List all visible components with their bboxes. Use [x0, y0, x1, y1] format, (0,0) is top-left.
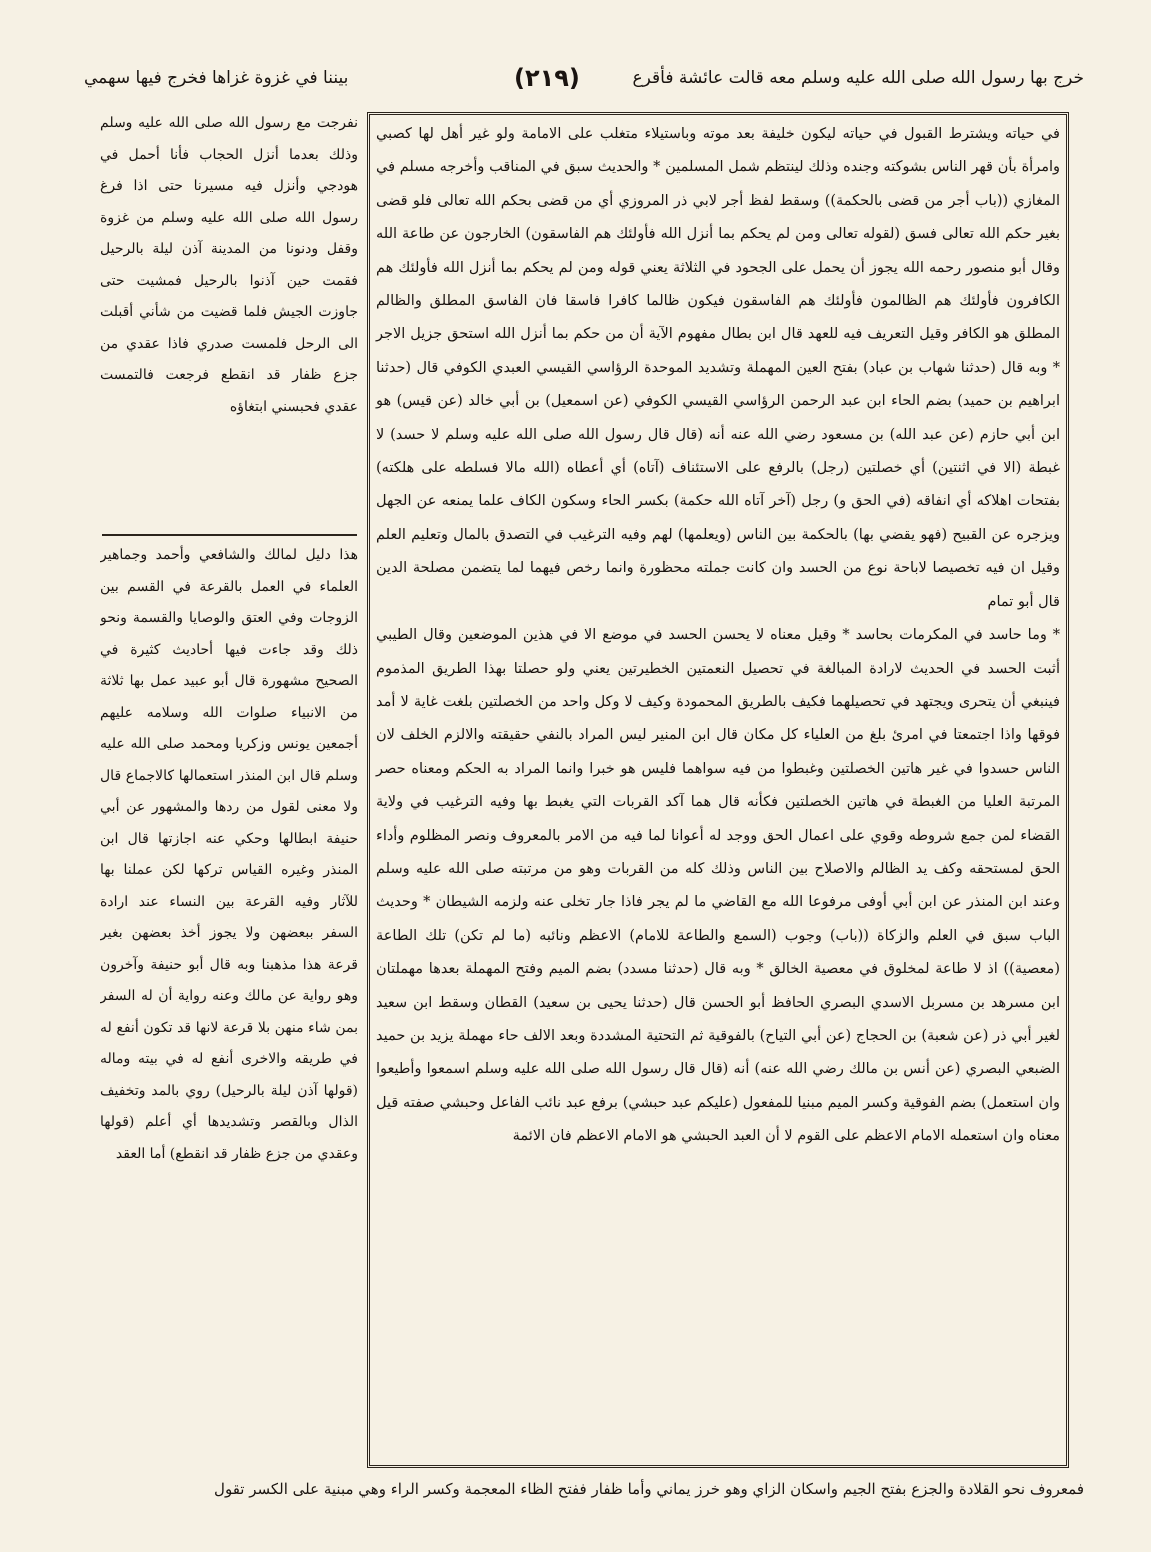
footer-text: فمعروف نحو القلادة والجزع بفتح الجيم واسكان الزاي وهو خرز يماني وأما ظفار ففتح الظاء المعجمة وكسر الراء وهي مبنية على الكسر تقول [214, 1480, 1084, 1498]
side-divider [102, 534, 357, 536]
side-hadith-text [100, 108, 358, 528]
main-paragraph: * وما حاسد في المكرمات بحاسد * وقيل معناه لا يحسن الحسد في موضع الا في هذين الموضعين وقال الطيبي أثبت الحسد في الحديث لارادة المبالغة في تحصيل النعمتين الخطيرتين يعني ولو حصلتا بهذا الطريق المذموم فينبغي أن يتحرى ويجتهد في تحصيلهما فكيف بالطريق المحمودة وكيف لا وكل واحد من الخصلتين بلغت غاية لا أمد فوقها واذا اجتمعتا في امرئ بلغ من العلياء كل مكان قال ابن المنير ليس المراد بالنفي حقيقته والالزم الخلف لان الناس حسدوا في غير هاتين الخصلتين وغبطوا من فيه سواهما فليس هو خبرا وانما المراد به الحكم ومعناه حصر المرتبة العليا من الغبطة في هاتين الخصلتين فكأنه قال هما آكد القربات التي يغبط بها وفيه الترغيب في ولاية القضاء لمن جمع شروطه وقوي على اعمال الحق ووجد له أعوانا لما فيه من الامر بالمعروف ونصر المظلوم وأداء الحق لمستحقه وكف يد الظالم والاصلاح بين الناس وذلك كله من القربات وهو من مرتبته صلى الله عليه وسلم وعند ابن المنذر عن ابن أبي أوفى مرفوعا الله مع القاضي ما لم يجر فاذا جار تخلى عنه ولزمه الشيطان * وحديث الباب سبق في العلم والزكاة ((باب) وجوب (السمع والطاعة للامام) الاعظم ونائبه (ما لم تكن) تلك الطاعة (معصية)) اذ لا طاعة لمخلوق في معصية الخالق * وبه قال (حدثنا مسدد) بضم الميم وفتح المهملة بعدها مهملتان ابن مسرهد بن مسربل الاسدي البصري الحافظ أبو الحسن قال (حدثنا يحيى بن سعيد) القطان وسقط ابن سعيد لغير أبي ذر (عن شعبة) بن الحجاج (عن أبي التياح) بالفوقية ثم التحتية المشددة وبعد الالف حاء مهملة يزيد بن حميد الضبعي البصري (عن أنس بن مالك رضي الله عنه) أنه (قال قال رسول الله صلى الله عليه وسلم اسمعوا وأطيعوا وان استعمل) بضم الفوقية وكسر الميم مبنيا للمفعول (عليكم عبد حبشي) برفع عبد نائب الفاعل وحبشي صفته قيل معناه وان استعمله الامام الاعظم على القوم لا أن العبد الحبشي هو الامام الاعظم فان الائمة [376, 627, 1061, 1145]
header-right-text: خرج بها رسول الله صلى الله عليه وسلم معه قالت عائشة فأقرع [632, 68, 1084, 88]
side-nawawi-commentary [100, 540, 358, 1470]
main-commentary [376, 118, 1060, 1154]
running-header [84, 58, 1084, 98]
side-paragraph: هذا دليل لمالك والشافعي وأحمد وجماهير العلماء في العمل بالقرعة في القسم بين الزوجات وفي العتق والوصايا والقسمة ونحو ذلك وقد جاءت فيها أحاديث كثيرة في الصحيح مشهورة قال أبو عبيد عمل بها ثلاثة من الانبياء صلوات الله وسلامه عليهم أجمعين يونس وزكريا ومحمد صلى الله عليه وسلم قال ابن المنذر استعمالها كالاجماع قال ولا معنى لقول من ردها والمشهور عن أبي حنيفة ابطالها وحكي عنه اجازتها قال ابن المنذر وغيره القياس تركها لكن عملنا بها للآثار وفيه القرعة بين النساء عند ارادة السفر ببعضهن ولا يجوز أخذ بعضهن بغير قرعة هذا مذهبنا وبه قال أبو حنيفة وآخرون وهو رواية عن مالك وعنه رواية أن له السفر بمن شاء منهن بلا قرعة لانها قد تكون أنفع له في طريقه والاخرى أنفع له في بيته وماله (قولها آذن ليلة بالرحيل) روي بالمد وتخفيف الذال وبالقصر وتشديدها أي أعلم (قولها وعقدي من جزع ظفار قد انقطع) أما العقد [100, 547, 358, 1162]
side-paragraph: نفرجت مع رسول الله صلى الله عليه وسلم وذلك بعدما أنزل الحجاب فأنا أحمل في هودجي وأنزل فيه مسيرنا حتى اذا فرغ رسول الله صلى الله عليه وسلم من غزوة وقفل ودنونا من المدينة آذن ليلة بالرحيل فقمت حين آذنوا بالرحيل فمشيت حتى جاوزت الجيش فلما قضيت من شأني أقبلت الى الرحل فلمست صدري فاذا عقدي من جزع ظفار قد انقطع فرجعت فالتمست عقدي فحبسني ابتغاؤه [100, 115, 358, 415]
page-number: (٢١٩) [514, 64, 580, 92]
main-paragraph: في حياته ويشترط القبول في حياته ليكون خليفة بعد موته وباستيلاء متغلب على الامامة ولو غير أهل لها كصبي وامرأة بأن قهر الناس بشوكته وجنده وذلك لينتظم شمل المسلمين * والحديث سبق في المناقب وأخرجه مسلم في المغازي ((باب أجر من قضى بالحكمة)) وسقط لفظ أجر لابي ذر المروزي أي من قضى بحكم الله تعالى فلو قضى بغير حكم الله تعالى فسق (لقوله تعالى ومن لم يحكم بما أنزل الله فأولئك هم الفاسقون) الخارجون عن طاعة الله وقال أبو منصور رحمه الله يجوز أن يحمل على الجحود في الثلاثة يعني قوله ومن لم يحكم بما أنزل الله فأولئك هم الكافرون فأولئك هم الظالمون فأولئك هم الفاسقون فيكون ظالما كافرا فاسقا فان الفاسق المطلق والظالم المطلق هو الكافر وقيل التعريف فيه للعهد قال ابن بطال مفهوم الآية أن من حكم بما أنزل الله استحق جزيل الاجر * وبه قال (حدثنا شهاب بن عباد) بفتح العين المهملة وتشديد الموحدة الرؤاسي القيسي العبدي الكوفي قال (حدثنا ابراهيم بن حميد) بضم الحاء ابن عبد الرحمن الرؤاسي القيسي الكوفي (عن اسمعيل) بن أبي خالد (عن قيس) هو ابن أبي حازم (عن عبد الله) بن مسعود رضي الله عنه أنه (قال قال رسول الله صلى الله عليه وسلم لا حسد) لا غبطة (الا في اثنتين) أي خصلتين (رجل) بالرفع على الاستئناف (آتاه) أي أعطاه (الله مالا فسلطه على هلكته) بفتحات اهلاكه أي انفاقه (في الحق و) رجل (آخر آتاه الله حكمة) بكسر الحاء وسكون الكاف علما يمنعه عن الجهل ويزجره عن القبيح (فهو يقضي بها) بالحكمة بين الناس (ويعلمها) لهم وفيه الترغيب في التصدق بالمال وتعليم العلم وقيل ان فيه تخصيصا لاباحة نوع من الحسد وان كانت جملته محظورة وانما رخص فيهما لما يتضمن مصلحة الدين قال أبو تمام [376, 126, 1060, 610]
header-left-text: بيننا في غزوة غزاها فخرج فيها سهمي [84, 68, 349, 88]
